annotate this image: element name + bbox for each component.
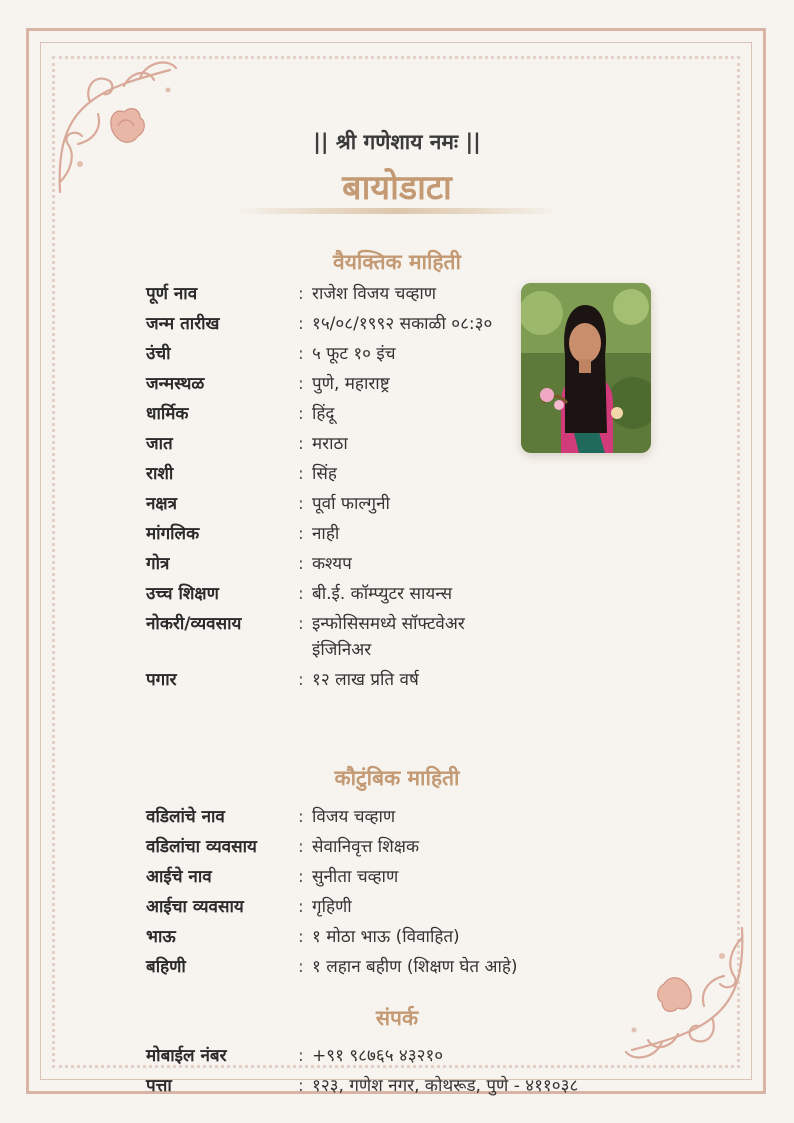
- detail-label: पत्ता: [146, 1076, 172, 1096]
- detail-row: [146, 894, 666, 920]
- detail-row: [146, 401, 516, 427]
- detail-row: [146, 491, 516, 517]
- detail-row: [146, 581, 516, 607]
- detail-separator: :: [298, 404, 304, 424]
- detail-label: उंची: [146, 344, 171, 364]
- detail-value: मराठा: [312, 434, 348, 454]
- detail-value: ५ फूट १० इंच: [312, 344, 396, 364]
- detail-row: [146, 281, 516, 307]
- detail-label: पगार: [146, 670, 177, 690]
- detail-separator: :: [298, 284, 304, 304]
- detail-label: आईचा व्यवसाय: [146, 897, 244, 917]
- detail-value: १ लहान बहीण (शिक्षण घेत आहे): [312, 957, 518, 977]
- detail-separator: :: [298, 670, 304, 690]
- contact-details: [146, 1043, 666, 1103]
- detail-row: [146, 834, 666, 860]
- detail-label: जात: [146, 434, 173, 454]
- detail-separator: :: [298, 584, 304, 604]
- detail-label: आईचे नाव: [146, 867, 212, 887]
- detail-separator: :: [298, 524, 304, 544]
- detail-separator: :: [298, 464, 304, 484]
- detail-row: [146, 371, 516, 397]
- section-title-contact: संपर्क: [375, 1006, 419, 1030]
- detail-row: [146, 804, 666, 830]
- detail-value: सिंह: [312, 464, 337, 484]
- detail-value: १५/०८/१९९२ सकाळी ०८:३०: [312, 314, 493, 334]
- detail-label: जन्म तारीख: [146, 314, 220, 334]
- detail-separator: :: [298, 957, 304, 977]
- detail-value: सेवानिवृत्त शिक्षक: [312, 837, 419, 857]
- detail-row: [146, 431, 516, 457]
- detail-value: राजेश विजय चव्हाण: [312, 284, 437, 304]
- profile-photo: [521, 283, 651, 453]
- detail-separator: :: [298, 374, 304, 394]
- detail-value: पूर्वा फाल्गुनी: [312, 494, 390, 514]
- detail-value: गृहिणी: [312, 897, 352, 917]
- detail-label: राशी: [146, 464, 174, 484]
- detail-label: नोकरी/व्यवसाय: [146, 614, 242, 634]
- page-title: बायोडाटा: [342, 168, 452, 208]
- detail-value: सुनीता चव्हाण: [312, 867, 399, 887]
- detail-label: गोत्र: [146, 554, 170, 574]
- detail-label: पूर्ण नाव: [146, 284, 198, 304]
- detail-row: [146, 311, 516, 337]
- detail-row: [146, 551, 516, 577]
- detail-separator: :: [298, 554, 304, 574]
- detail-label: मांगलिक: [146, 524, 200, 544]
- detail-row: [146, 341, 516, 367]
- detail-value: कश्यप: [312, 554, 352, 574]
- detail-row: [146, 954, 666, 980]
- title-divider: [232, 208, 562, 214]
- detail-label: बहिणी: [146, 957, 186, 977]
- detail-separator: :: [298, 1046, 304, 1066]
- detail-row: [146, 521, 516, 547]
- detail-value: पुणे, महाराष्ट्र: [312, 374, 390, 394]
- detail-row: [146, 1043, 666, 1069]
- detail-value: +९१ ९८७६५ ४३२१०: [312, 1046, 444, 1066]
- detail-separator: :: [298, 1076, 304, 1096]
- section-title-personal: वैयक्तिक माहिती: [333, 250, 461, 274]
- invocation-text: || श्री गणेशाय नमः ||: [313, 130, 481, 154]
- detail-label: वडिलांचा व्यवसाय: [146, 837, 257, 857]
- detail-separator: :: [298, 867, 304, 887]
- detail-row: [146, 611, 516, 663]
- detail-separator: :: [298, 344, 304, 364]
- detail-separator: :: [298, 494, 304, 514]
- detail-separator: :: [298, 434, 304, 454]
- personal-details: [146, 281, 516, 697]
- detail-label: वडिलांचे नाव: [146, 807, 225, 827]
- detail-label: धार्मिक: [146, 404, 189, 424]
- detail-value: १ मोठा भाऊ (विवाहित): [312, 927, 460, 947]
- detail-row: [146, 461, 516, 487]
- detail-value: इन्फोसिसमध्ये सॉफ्टवेअर इंजिनिअर: [312, 614, 465, 660]
- detail-label: जन्मस्थळ: [146, 374, 205, 394]
- detail-value: नाही: [312, 524, 340, 544]
- detail-value: बी.ई. कॉम्प्युटर सायन्स: [312, 584, 453, 604]
- detail-row: [146, 864, 666, 890]
- detail-separator: :: [298, 614, 304, 634]
- family-details: [146, 804, 666, 984]
- detail-separator: :: [298, 897, 304, 917]
- detail-separator: :: [298, 927, 304, 947]
- detail-separator: :: [298, 837, 304, 857]
- detail-label: उच्च शिक्षण: [146, 584, 219, 604]
- profile-photo-icon: [521, 283, 651, 453]
- detail-value: १२ लाख प्रति वर्ष: [312, 670, 419, 690]
- detail-row: [146, 924, 666, 950]
- detail-label: भाऊ: [146, 927, 176, 947]
- detail-value: हिंदू: [312, 404, 335, 424]
- detail-row: [146, 1073, 666, 1099]
- detail-separator: :: [298, 807, 304, 827]
- section-title-family: कौटुंबिक माहिती: [334, 766, 460, 790]
- detail-separator: :: [298, 314, 304, 334]
- detail-row: [146, 667, 516, 693]
- detail-label: नक्षत्र: [146, 494, 178, 514]
- detail-label: मोबाईल नंबर: [146, 1046, 227, 1066]
- detail-value: विजय चव्हाण: [312, 807, 396, 827]
- detail-value: १२३, गणेश नगर, कोथरूड, पुणे - ४११०३८: [312, 1076, 579, 1096]
